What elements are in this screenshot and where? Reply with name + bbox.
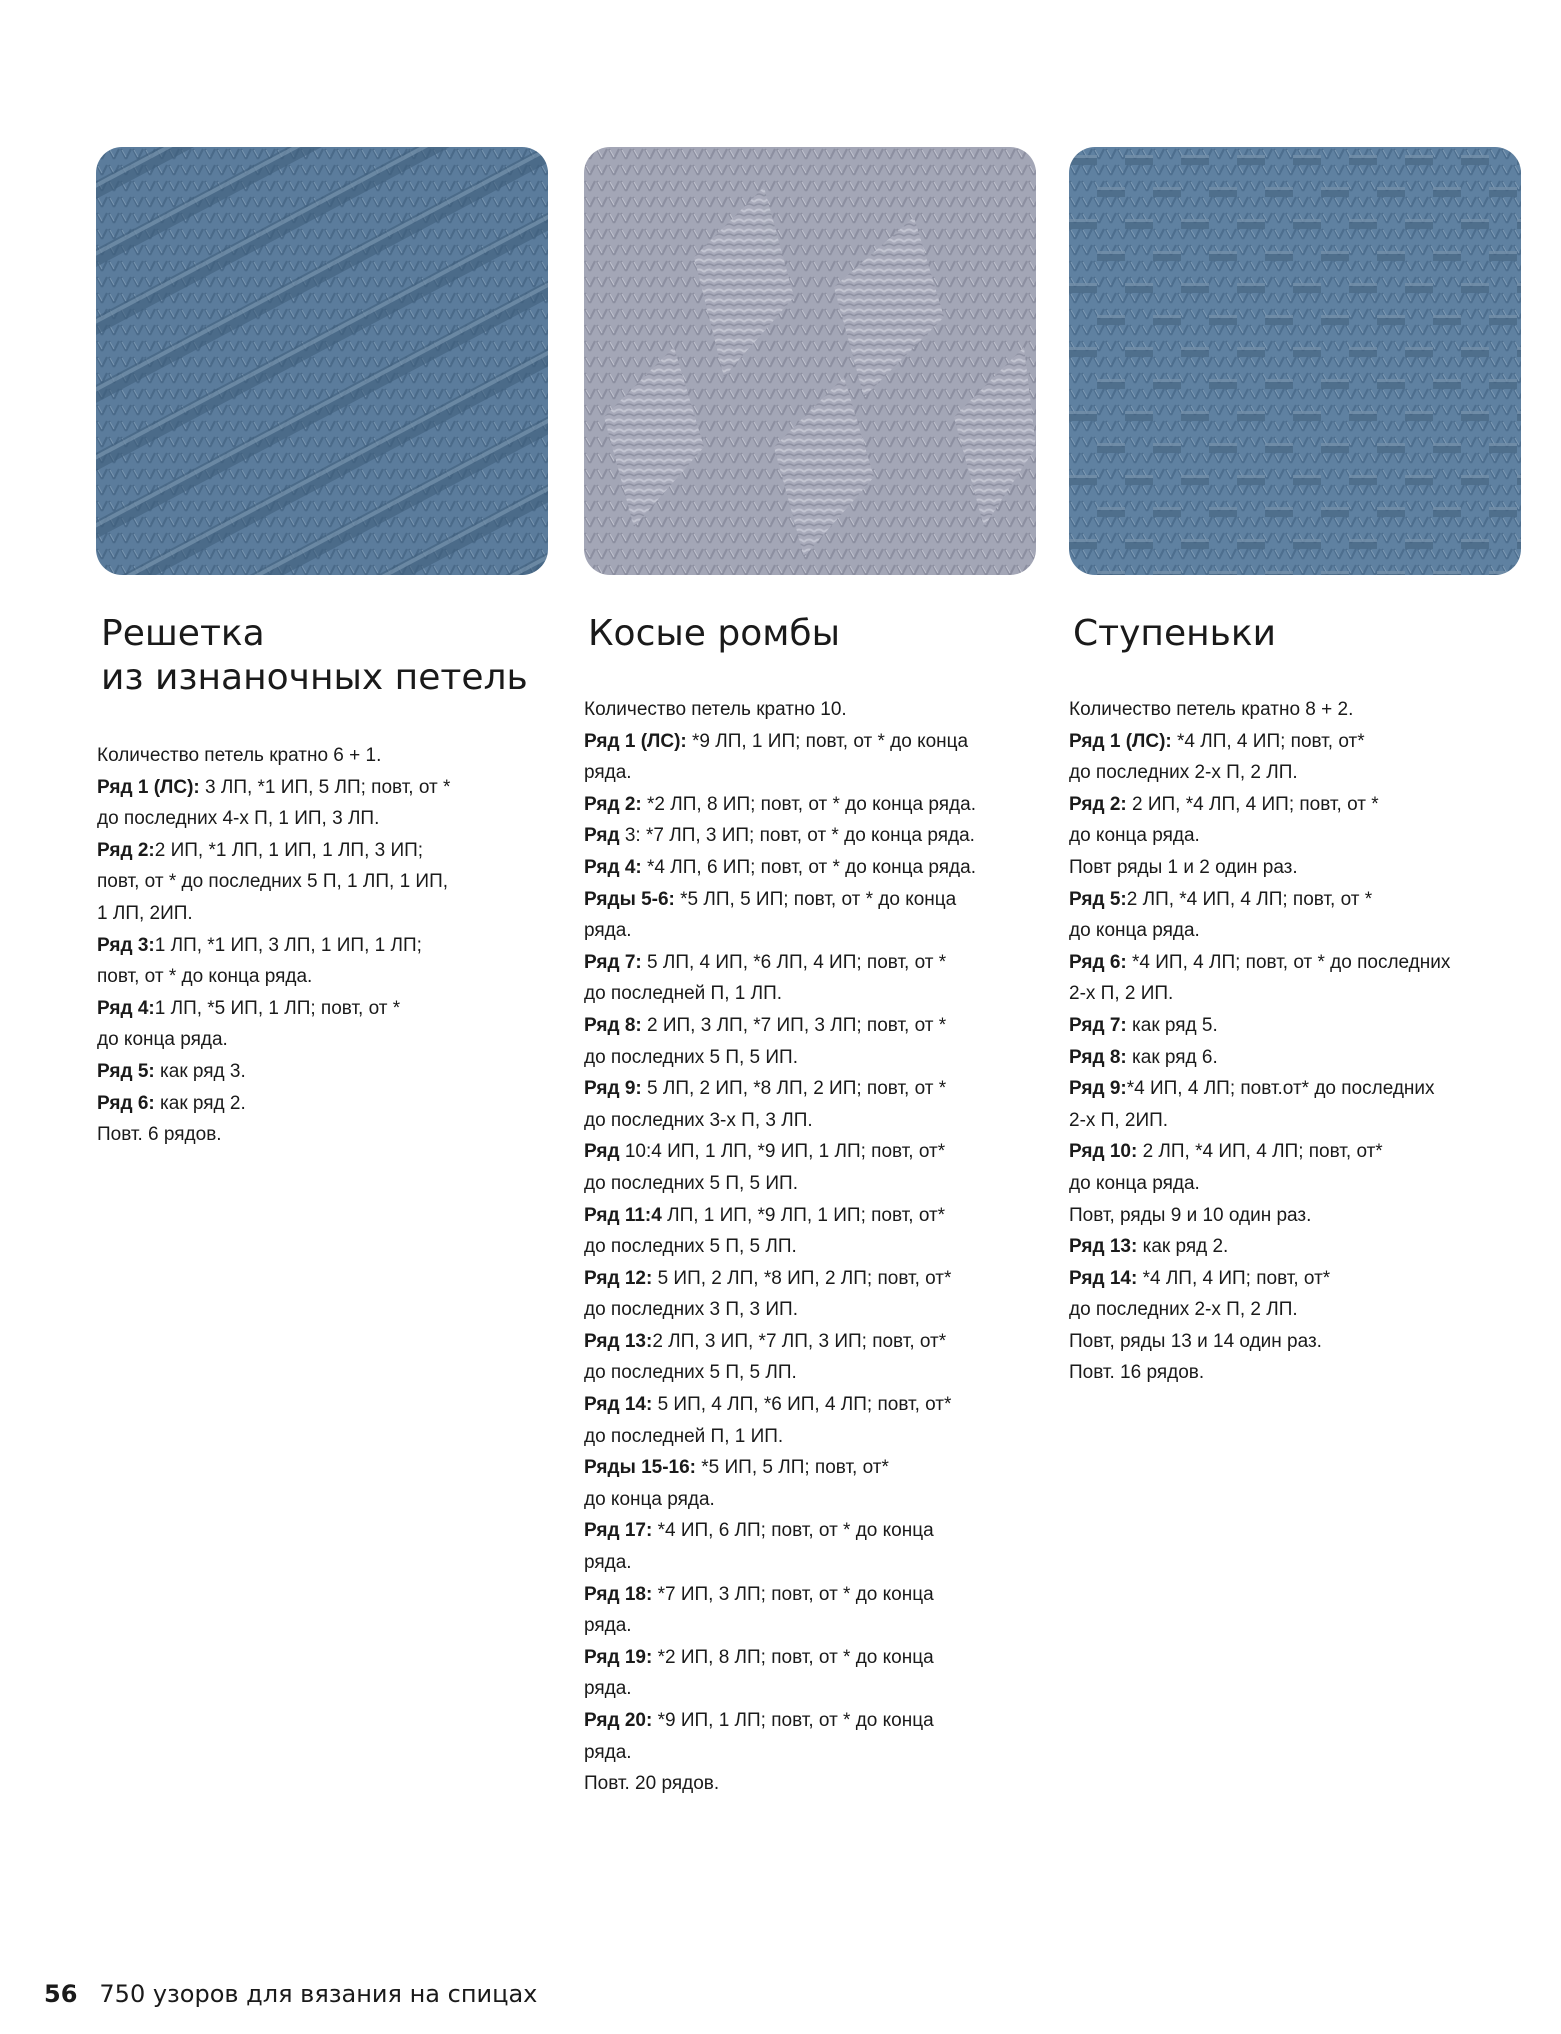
instruction-line bbox=[584, 1010, 1044, 1042]
row-text: повт, от * до конца ряда. bbox=[97, 966, 313, 988]
instruction-line bbox=[584, 820, 1044, 852]
row-text: до последних 2-х П, 2 ЛП. bbox=[1069, 1299, 1298, 1321]
row-text: 5 ЛП, 2 ИП, *8 ЛП, 2 ИП; повт, от * bbox=[641, 1078, 947, 1100]
pattern-title: Ступеньки bbox=[1073, 613, 1276, 654]
instruction-line bbox=[584, 1610, 1044, 1642]
row-text: как ряд 2. bbox=[154, 1092, 246, 1114]
instruction-line bbox=[584, 1737, 1044, 1769]
row-text: до конца ряда. bbox=[1069, 920, 1200, 942]
row-text: Повт ряды 1 и 2 один раз. bbox=[1069, 856, 1298, 878]
book-title: 750 узоров для вязания на спицах bbox=[99, 1980, 538, 2008]
row-text: до последних 5 П, 5 ИП. bbox=[584, 1172, 798, 1194]
instruction-line bbox=[584, 1136, 1044, 1168]
instruction-line bbox=[584, 757, 1044, 789]
row-text: 3: *7 ЛП, 3 ИП; повт, от * до конца ряда. bbox=[619, 825, 975, 847]
instruction-line bbox=[1069, 1200, 1529, 1232]
instruction-line bbox=[1069, 820, 1529, 852]
instruction-line bbox=[584, 789, 1044, 821]
instruction-line bbox=[584, 1547, 1044, 1579]
row-text: 2 ИП, *4 ЛП, 4 ИП; повт, от * bbox=[1126, 793, 1379, 815]
instruction-line bbox=[1069, 1326, 1529, 1358]
row-text: 1 ЛП, *5 ИП, 1 ЛП; повт, от * bbox=[154, 997, 401, 1019]
row-text: 2-х П, 2ИП. bbox=[1069, 1109, 1169, 1131]
swatch-photo-3 bbox=[1069, 147, 1521, 575]
instruction-line bbox=[584, 1326, 1044, 1358]
instruction-line bbox=[97, 866, 537, 898]
instruction-line bbox=[584, 1452, 1044, 1484]
instruction-line bbox=[584, 1705, 1044, 1737]
row-label: Ряд 13: bbox=[1069, 1236, 1138, 1258]
row-label: Ряд 2: bbox=[584, 793, 642, 815]
instruction-line bbox=[584, 1073, 1044, 1105]
instruction-line bbox=[584, 1515, 1044, 1547]
instruction-line bbox=[584, 1042, 1044, 1074]
row-text: до последней П, 1 ИП. bbox=[584, 1425, 784, 1447]
row-label: Ряд 8: bbox=[1069, 1046, 1127, 1068]
row-label: Ряд 1 (ЛС): bbox=[97, 776, 200, 798]
row-text: 3 ЛП, *1 ИП, 5 ЛП; повт, от * bbox=[199, 776, 451, 798]
instruction-line bbox=[584, 1768, 1044, 1800]
instruction-line bbox=[584, 1389, 1044, 1421]
row-label: Ряд 1 (ЛС): bbox=[584, 730, 687, 752]
instruction-line bbox=[1069, 1010, 1529, 1042]
row-text: *4 ИП, 4 ЛП; повт, от * до последних bbox=[1126, 951, 1451, 973]
row-text: как ряд 5. bbox=[1126, 1014, 1218, 1036]
row-text: *5 ЛП, 5 ИП; повт, от * до конца bbox=[674, 888, 957, 910]
row-text: 2-х П, 2 ИП. bbox=[1069, 983, 1174, 1005]
row-text: Повт, ряды 9 и 10 один раз. bbox=[1069, 1204, 1312, 1226]
instruction-line bbox=[584, 947, 1044, 979]
instruction-line bbox=[584, 1421, 1044, 1453]
row-label: Ряд 6: bbox=[97, 1092, 155, 1114]
row-text: 2 ЛП, *4 ИП, 4 ЛП; повт, от * bbox=[1126, 888, 1373, 910]
row-text: Повт. 16 рядов. bbox=[1069, 1362, 1205, 1384]
instruction-line bbox=[97, 1088, 537, 1120]
instruction-line bbox=[1069, 1231, 1529, 1263]
row-label: Ряд 14: bbox=[584, 1394, 653, 1416]
instruction-line bbox=[584, 915, 1044, 947]
row-label: Ряд 5: bbox=[1069, 888, 1127, 910]
row-text: до последних 2-х П, 2 ЛП. bbox=[1069, 762, 1298, 784]
row-text: до конца ряда. bbox=[1069, 1172, 1200, 1194]
instruction-line bbox=[1069, 1357, 1529, 1389]
row-label: Ряд 7: bbox=[1069, 1014, 1127, 1036]
instruction-line bbox=[97, 803, 537, 835]
instruction-line bbox=[97, 993, 537, 1025]
instruction-line bbox=[1069, 1263, 1529, 1295]
instruction-line bbox=[584, 1294, 1044, 1326]
instruction-line bbox=[584, 884, 1044, 916]
instruction-line bbox=[1069, 1073, 1529, 1105]
row-text: до последних 3-х П, 3 ЛП. bbox=[584, 1109, 813, 1131]
row-text: *7 ИП, 3 ЛП; повт, от * до конца bbox=[652, 1583, 934, 1605]
row-text: ряда. bbox=[584, 1678, 632, 1700]
swatch-photo-2 bbox=[584, 147, 1036, 575]
instruction-line bbox=[584, 1673, 1044, 1705]
row-label: Ряд 11:4 bbox=[584, 1204, 662, 1226]
row-label: Ряд 10: bbox=[1069, 1141, 1138, 1163]
instruction-line bbox=[97, 1119, 537, 1151]
row-text: 2 ИП, 3 ЛП, *7 ИП, 3 ЛП; повт, от * bbox=[641, 1014, 947, 1036]
row-label: Ряд 20: bbox=[584, 1710, 653, 1731]
row-label: Ряд 12: bbox=[584, 1267, 653, 1289]
instruction-line bbox=[1069, 757, 1529, 789]
instruction-line bbox=[584, 694, 1044, 726]
row-text: *4 ИП, 6 ЛП; повт, от * до конца bbox=[652, 1520, 934, 1542]
row-text: *2 ЛП, 8 ИП; повт, от * до конца ряда. bbox=[641, 793, 976, 815]
row-label: Ряд 8: bbox=[584, 1014, 642, 1036]
row-label: Ряд 2: bbox=[1069, 793, 1127, 815]
row-text: 5 ИП, 4 ЛП, *6 ИП, 4 ЛП; повт, от* bbox=[652, 1394, 952, 1416]
row-text: до конца ряда. bbox=[584, 1488, 715, 1510]
pattern-column-1 bbox=[101, 612, 531, 700]
instruction-line bbox=[1069, 884, 1529, 916]
row-text: ряда. bbox=[584, 920, 632, 942]
instruction-line bbox=[584, 1105, 1044, 1137]
row-text: Количество петель кратно 8 + 2. bbox=[1069, 699, 1354, 720]
row-text: 5 ИП, 2 ЛП, *8 ИП, 2 ЛП; повт, от* bbox=[652, 1267, 952, 1289]
instruction-line bbox=[97, 740, 537, 772]
pattern-instructions-1 bbox=[97, 740, 537, 1151]
instruction-line bbox=[97, 898, 537, 930]
row-text: ряда. bbox=[584, 1741, 632, 1763]
instruction-line bbox=[584, 1231, 1044, 1263]
row-text: 2 ЛП, *4 ИП, 4 ЛП; повт, от* bbox=[1137, 1141, 1383, 1163]
instruction-line bbox=[1069, 789, 1529, 821]
pattern-instructions-2 bbox=[584, 694, 1044, 1800]
row-text: ряда. bbox=[584, 1615, 632, 1637]
row-text: Повт, ряды 13 и 14 один раз. bbox=[1069, 1330, 1322, 1352]
row-text: 1 ЛП, 2ИП. bbox=[97, 902, 193, 924]
page-number: 56 bbox=[44, 1980, 78, 2008]
instruction-line bbox=[584, 726, 1044, 758]
row-label: Ряд 17: bbox=[584, 1520, 653, 1542]
row-label: Ряд 5: bbox=[97, 1060, 155, 1082]
row-text: 2 ЛП, 3 ИП, *7 ЛП, 3 ИП; повт, от* bbox=[652, 1330, 947, 1352]
row-label: Ряд 13: bbox=[584, 1330, 653, 1352]
instruction-line bbox=[97, 1024, 537, 1056]
row-label: Ряд 2: bbox=[97, 839, 155, 861]
instruction-line bbox=[584, 1168, 1044, 1200]
instruction-line bbox=[97, 835, 537, 867]
row-text: как ряд 6. bbox=[1126, 1046, 1218, 1068]
instruction-line bbox=[584, 1642, 1044, 1674]
row-text: до последней П, 1 ЛП. bbox=[584, 983, 783, 1005]
row-text: до последних 3 П, 3 ИП. bbox=[584, 1299, 798, 1321]
row-text: *4 ЛП, 6 ИП; повт, от * до конца ряда. bbox=[641, 856, 976, 878]
pattern-column-3 bbox=[1073, 612, 1503, 656]
instruction-line bbox=[1069, 694, 1529, 726]
instruction-line bbox=[1069, 726, 1529, 758]
row-label: Ряд 9: bbox=[584, 1078, 642, 1100]
row-text: до конца ряда. bbox=[97, 1029, 228, 1051]
row-label: Ряд 6: bbox=[1069, 951, 1127, 973]
pattern-title: Решетка из изнаночных петель bbox=[101, 613, 528, 698]
row-text: до конца ряда. bbox=[1069, 825, 1200, 847]
row-label: Ряд bbox=[584, 825, 620, 847]
row-text: повт, от * до последних 5 П, 1 ЛП, 1 ИП, bbox=[97, 871, 449, 893]
row-label: Ряд 4: bbox=[584, 856, 642, 878]
row-text: *9 ИП, 1 ЛП; повт, от * до конца bbox=[652, 1710, 934, 1731]
row-text: *4 ИП, 4 ЛП; повт.от* до последних bbox=[1126, 1078, 1435, 1100]
row-label: Ряд 14: bbox=[1069, 1267, 1138, 1289]
row-text: *9 ЛП, 1 ИП; повт, от * до конца bbox=[686, 730, 969, 752]
row-text: Количество петель кратно 10. bbox=[584, 699, 847, 720]
row-text: ЛП, 1 ИП, *9 ЛП, 1 ИП; повт, от* bbox=[661, 1204, 946, 1226]
row-label: Ряд 18: bbox=[584, 1583, 653, 1605]
row-label: Ряд bbox=[584, 1141, 620, 1163]
row-label: Ряд 1 (ЛС): bbox=[1069, 730, 1172, 752]
instruction-line bbox=[584, 1200, 1044, 1232]
row-text: до последних 5 П, 5 ЛП. bbox=[584, 1236, 797, 1258]
instruction-line bbox=[97, 1056, 537, 1088]
instruction-line bbox=[1069, 1042, 1529, 1074]
instruction-line bbox=[584, 1579, 1044, 1611]
row-text: ряда. bbox=[584, 1552, 632, 1574]
swatch-photo-1 bbox=[96, 147, 548, 575]
instruction-line bbox=[1069, 1168, 1529, 1200]
row-text: ряда. bbox=[584, 762, 632, 784]
row-text: Повт. 6 рядов. bbox=[97, 1124, 222, 1146]
row-label: Ряд 3: bbox=[97, 934, 155, 956]
instruction-line bbox=[584, 1357, 1044, 1389]
row-label: Ряд 4: bbox=[97, 997, 155, 1019]
row-text: до последних 4-х П, 1 ИП, 3 ЛП. bbox=[97, 808, 380, 830]
instruction-line bbox=[1069, 1294, 1529, 1326]
row-label: Ряд 9: bbox=[1069, 1078, 1127, 1100]
instruction-line bbox=[97, 772, 537, 804]
instruction-line bbox=[584, 1263, 1044, 1295]
instruction-line bbox=[1069, 947, 1529, 979]
instruction-line bbox=[1069, 852, 1529, 884]
row-text: как ряд 3. bbox=[154, 1060, 246, 1082]
row-text: 10:4 ИП, 1 ЛП, *9 ИП, 1 ЛП; повт, от* bbox=[619, 1141, 946, 1163]
pattern-instructions-3 bbox=[1069, 694, 1529, 1389]
row-text: Количество петель кратно 6 + 1. bbox=[97, 745, 382, 766]
row-text: 5 ЛП, 4 ИП, *6 ЛП, 4 ИП; повт, от * bbox=[641, 951, 947, 973]
row-text: 2 ИП, *1 ЛП, 1 ИП, 1 ЛП, 3 ИП; bbox=[154, 839, 424, 861]
row-text: как ряд 2. bbox=[1137, 1236, 1229, 1258]
instruction-line bbox=[1069, 1105, 1529, 1137]
instruction-line bbox=[584, 978, 1044, 1010]
row-text: *4 ЛП, 4 ИП; повт, от* bbox=[1137, 1267, 1331, 1289]
pattern-title: Косые ромбы bbox=[588, 613, 841, 654]
row-text: 1 ЛП, *1 ИП, 3 ЛП, 1 ИП, 1 ЛП; bbox=[154, 934, 422, 956]
row-text: *4 ЛП, 4 ИП; повт, от* bbox=[1171, 730, 1365, 752]
pattern-column-2 bbox=[588, 612, 1018, 656]
row-label: Ряды 15-16: bbox=[584, 1457, 696, 1479]
instruction-line bbox=[1069, 1136, 1529, 1168]
instruction-line bbox=[1069, 978, 1529, 1010]
row-text: *5 ИП, 5 ЛП; повт, от* bbox=[696, 1457, 889, 1479]
row-label: Ряд 19: bbox=[584, 1646, 653, 1668]
row-label: Ряды 5-6: bbox=[584, 888, 675, 910]
row-text: до последних 5 П, 5 ИП. bbox=[584, 1046, 798, 1068]
row-text: Повт. 20 рядов. bbox=[584, 1773, 720, 1795]
row-text: до последних 5 П, 5 ЛП. bbox=[584, 1362, 797, 1384]
row-label: Ряд 7: bbox=[584, 951, 642, 973]
instruction-line bbox=[584, 852, 1044, 884]
instruction-line bbox=[584, 1484, 1044, 1516]
instruction-line bbox=[97, 961, 537, 993]
instruction-line bbox=[97, 930, 537, 962]
page-footer bbox=[44, 1980, 537, 2008]
row-text: *2 ИП, 8 ЛП; повт, от * до конца bbox=[652, 1646, 934, 1668]
instruction-line bbox=[1069, 915, 1529, 947]
